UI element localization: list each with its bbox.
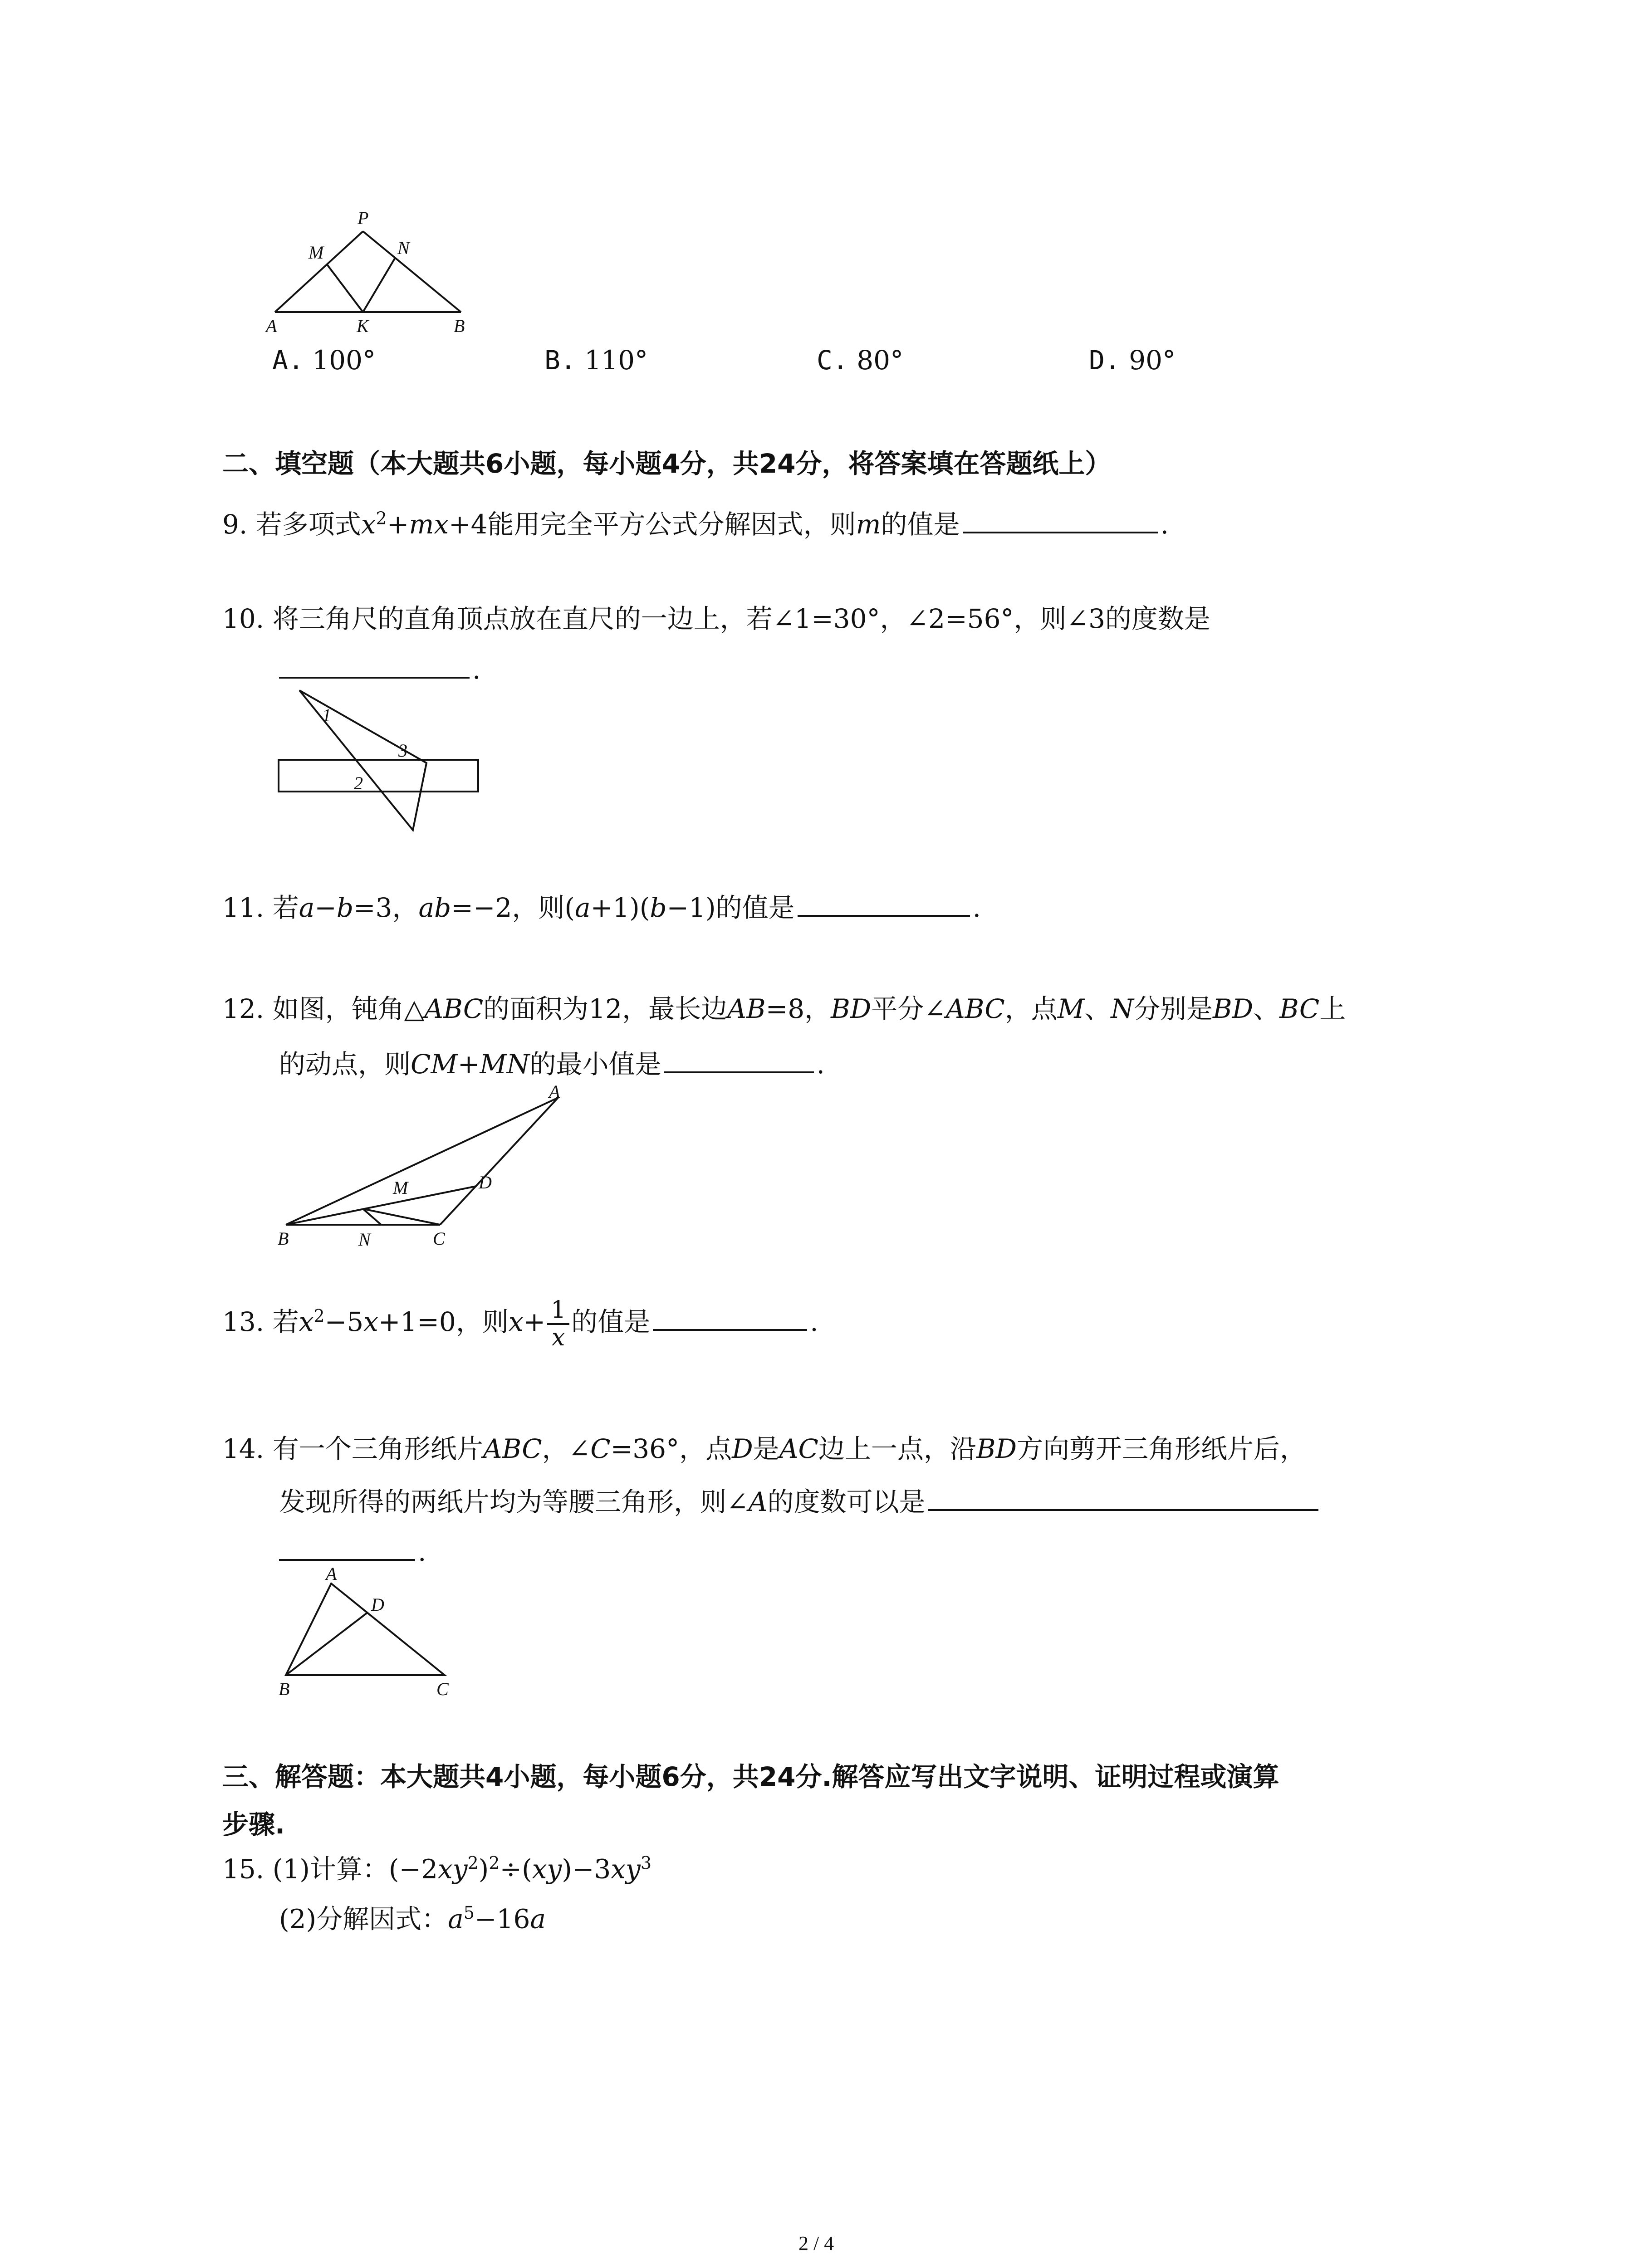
q9-exp: 2	[376, 508, 387, 528]
q11-var: ab	[418, 892, 451, 923]
q15-var: xy	[611, 1853, 641, 1885]
q9-text: 的值是	[881, 509, 960, 540]
q15-text: )−3	[562, 1853, 611, 1885]
q12-label-b: B	[278, 1228, 289, 1249]
q9-text: +4能用完全平方公式分解因式，则	[449, 509, 856, 540]
q12-text: 上	[1319, 993, 1346, 1024]
q14-text: 边上一点，沿	[818, 1433, 976, 1464]
q12-period: .	[816, 1049, 825, 1080]
option-label: D.	[1089, 345, 1121, 376]
q15-text: −16	[474, 1903, 530, 1935]
question-number: 15.	[222, 1853, 265, 1885]
question-number: 11.	[222, 892, 265, 923]
answer-blank[interactable]	[798, 891, 970, 917]
q11-text: −	[314, 892, 337, 923]
q14-var: A	[748, 1486, 768, 1517]
q11-text: +1)(	[590, 892, 650, 923]
q8-label-p: P	[358, 209, 369, 228]
q14-label-a: A	[326, 1567, 337, 1584]
q13-var: x	[363, 1306, 378, 1338]
q11-text: =3，	[353, 892, 419, 923]
q14-var: AC	[779, 1433, 818, 1464]
option-label: B.	[544, 345, 576, 376]
q12-label-m: M	[393, 1178, 408, 1198]
question-9	[222, 508, 1169, 541]
q15-var: a	[530, 1903, 546, 1935]
q11-var: a	[575, 892, 591, 923]
option-value: 80°	[857, 345, 904, 376]
q14-text: 是	[753, 1433, 779, 1464]
q13-var: x	[508, 1306, 524, 1338]
fraction-denominator: x	[552, 1324, 565, 1352]
q14-period: .	[418, 1536, 426, 1567]
q8-label-b: B	[454, 316, 465, 336]
q14-text: 有一个三角形纸片	[272, 1433, 483, 1464]
page-number: 2 / 4	[798, 2232, 834, 2254]
q9-var: m	[409, 509, 434, 540]
q12-text: ，点	[1004, 993, 1058, 1024]
answer-blank[interactable]	[928, 1486, 1318, 1511]
option-label: A.	[272, 345, 304, 376]
question-11	[222, 891, 981, 924]
q14-text: 方向剪开三角形纸片后，	[1017, 1433, 1307, 1464]
q9-var: m	[856, 509, 881, 540]
answer-blank[interactable]	[653, 1305, 807, 1331]
answer-blank[interactable]	[963, 508, 1158, 533]
q8-option-d	[1089, 345, 1176, 376]
q15-exp: 3	[640, 1853, 652, 1873]
question-14-line3	[279, 1535, 426, 1568]
q12-var: ABC	[945, 993, 1005, 1024]
q9-text: 若多项式	[255, 509, 361, 540]
q11-var: b	[336, 892, 354, 923]
q12-text: 、	[1253, 993, 1280, 1024]
q9-period: .	[1160, 509, 1169, 540]
q9-text: +	[387, 509, 409, 540]
q8-figure	[254, 209, 490, 340]
q8-label-a: A	[266, 316, 277, 336]
q11-text: =−2，则(	[451, 892, 575, 923]
q8-option-c	[817, 345, 903, 376]
q10-label-1: 1	[322, 705, 331, 725]
question-number: 13.	[222, 1306, 265, 1338]
q8-label-k: K	[357, 316, 369, 336]
q14-var: D	[732, 1433, 753, 1464]
q11-var: b	[650, 892, 667, 923]
question-12-line2	[279, 1048, 825, 1080]
question-15-part2	[279, 1903, 546, 1935]
q8-label-n: N	[397, 238, 410, 258]
question-number: 14.	[222, 1433, 265, 1464]
q14-var: ABC	[483, 1433, 542, 1464]
q14-text: ，∠	[542, 1433, 591, 1464]
fraction	[547, 1297, 569, 1351]
q11-text: −1)的值是	[666, 892, 795, 923]
q11-period: .	[972, 892, 981, 923]
q12-label-c: C	[433, 1228, 445, 1249]
q15-text: ÷(	[500, 1853, 532, 1885]
q12-text: 的最小值是	[529, 1049, 661, 1080]
q13-period: .	[810, 1306, 818, 1338]
q12-text: 的动点，则	[279, 1049, 411, 1080]
option-value: 100°	[312, 345, 376, 376]
q12-text: 的面积为12，最长边	[483, 993, 728, 1024]
question-15-part1	[222, 1853, 652, 1885]
q14-var: BD	[976, 1433, 1017, 1464]
section-3-title-line2: 步骤.	[222, 1809, 285, 1840]
option-value: 90°	[1129, 345, 1176, 376]
q14-text: 的度数可以是	[767, 1486, 926, 1517]
question-number: 12.	[222, 993, 265, 1024]
q12-label-n: N	[358, 1229, 371, 1250]
q12-label-d: D	[479, 1172, 492, 1193]
q12-label-a: A	[549, 1084, 560, 1102]
q12-text: 分别是	[1133, 993, 1213, 1024]
q13-exp: 2	[314, 1305, 325, 1326]
q10-text: 将三角尺的直角顶点放在直尺的一边上，若∠1=30°，∠2=56°，则∠3的度数是	[272, 603, 1210, 634]
question-10	[222, 603, 1210, 635]
q12-text: 、	[1084, 993, 1111, 1024]
section-2-title: 二、填空题（本大题共6小题，每小题4分，共24分，将答案填在答题纸上）	[222, 448, 1112, 479]
q12-text: 平分∠	[871, 993, 946, 1024]
q12-var: AB	[727, 993, 766, 1024]
q12-var: BC	[1279, 993, 1320, 1024]
q15-exp: 5	[463, 1903, 475, 1923]
q13-text: −5	[324, 1306, 364, 1338]
q14-text: =36°，点	[610, 1433, 732, 1464]
q14-text: 发现所得的两纸片均为等腰三角形，则∠	[279, 1486, 749, 1517]
q13-var: x	[299, 1306, 314, 1338]
q12-var: ABC	[424, 993, 484, 1024]
q8-label-m: M	[309, 242, 324, 263]
q10-label-2: 2	[354, 773, 363, 793]
question-number: 10.	[222, 603, 265, 634]
question-14	[222, 1433, 1306, 1465]
q15-exp: 2	[467, 1853, 479, 1873]
q14-label-b: B	[279, 1679, 290, 1699]
q8-option-b	[544, 345, 648, 376]
q12-var: M	[1057, 993, 1085, 1024]
question-10-line2	[279, 653, 480, 686]
q15-var: a	[448, 1903, 464, 1935]
q10-period: .	[472, 654, 481, 685]
answer-blank[interactable]	[664, 1048, 814, 1073]
q12-var: MN	[480, 1049, 530, 1080]
q15-exp: 2	[489, 1853, 500, 1873]
q12-var: BD	[831, 993, 872, 1024]
q10-label-3: 3	[398, 740, 407, 761]
question-14-line2	[279, 1486, 1321, 1518]
q12-var: BD	[1212, 993, 1254, 1024]
q12-text: +	[457, 1049, 480, 1080]
q15-text: )	[478, 1853, 489, 1885]
q14-figure	[272, 1567, 463, 1703]
q15-var: xy	[437, 1853, 468, 1885]
q14-var: C	[590, 1433, 611, 1464]
q9-var: x	[361, 509, 376, 540]
q10-figure	[272, 685, 490, 839]
fraction-numerator: 1	[547, 1297, 569, 1325]
question-number: 9.	[222, 509, 248, 540]
q11-text: 若	[272, 892, 299, 923]
question-12	[222, 993, 1346, 1025]
q11-var: a	[299, 892, 315, 923]
answer-blank[interactable]	[279, 653, 470, 679]
q13-text: 若	[272, 1306, 299, 1338]
option-value: 110°	[584, 345, 648, 376]
q12-text: =8，	[765, 993, 831, 1024]
q13-text: 的值是	[571, 1306, 651, 1338]
q15-text: (1)计算：(−2	[272, 1853, 438, 1885]
q12-var: N	[1111, 993, 1134, 1024]
question-13	[222, 1297, 818, 1351]
q13-text: +1=0，则	[378, 1306, 509, 1338]
section-3-title: 三、解答题：本大题共4小题，每小题6分，共24分.解答应写出文字说明、证明过程或演算	[222, 1761, 1279, 1792]
option-label: C.	[817, 345, 848, 376]
q12-var: CM	[411, 1049, 458, 1080]
answer-blank[interactable]	[279, 1535, 415, 1561]
q14-label-c: C	[436, 1679, 449, 1699]
q15-text: (2)分解因式：	[279, 1903, 448, 1935]
q13-text: +	[523, 1306, 546, 1338]
q14-label-d: D	[371, 1594, 384, 1615]
q8-option-a	[272, 345, 376, 376]
q9-var: x	[434, 509, 449, 540]
q12-text: 如图，钝角△	[272, 993, 425, 1024]
q12-figure	[268, 1084, 576, 1252]
q15-var: xy	[532, 1853, 562, 1885]
